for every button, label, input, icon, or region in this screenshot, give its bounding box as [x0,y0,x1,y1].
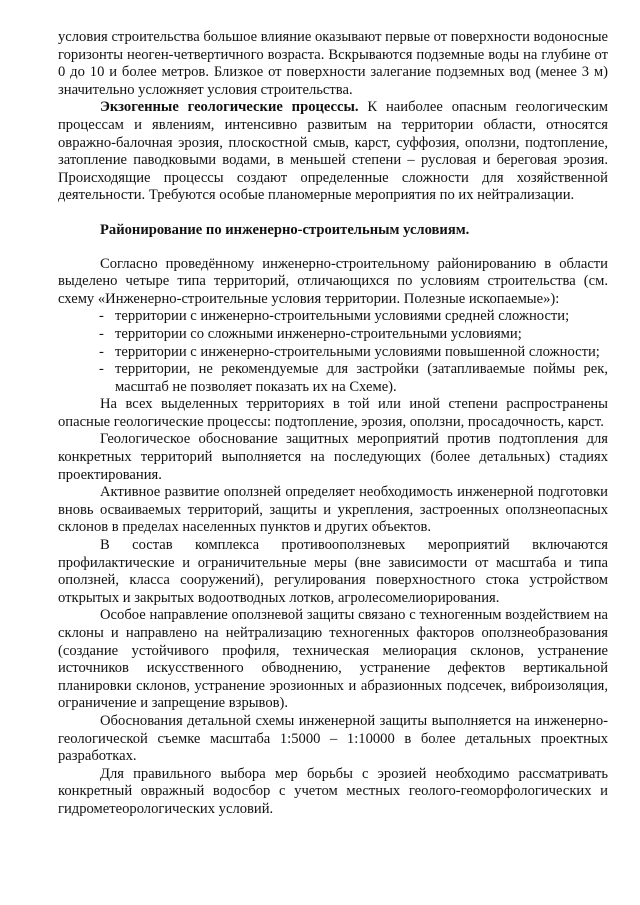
list-item: - территории со сложными инженерно-строительными условиями; [58,326,608,344]
paragraph-landslides: Активное развитие оползней определяет необходимость инженерной подготовки вновь осваиваемых территорий, защиты и укрепления, застроенных оползнеопасных склонов в пределах населенных пунктов и других объектов. [58,484,608,536]
paragraph-exogenous-processes [58,99,608,205]
exogenous-processes-title: Экзогенные геологические процессы. [100,99,359,116]
paragraph-hazards: На всех выделенных территориях в той или иной степени распространены опасные геологические процессы: подтопление, эрозия, оползни, просадочность, карст. [58,396,608,430]
paragraph-technogenic-impact: Особое направление оползневой защиты связано с техногенным воздействием на склоны и направлено на нейтрализацию техногенных факторов оползнеобразования (создание устойчивого профиля, техническая мелиорация склонов, устранение источников искусственного обводнению, устранение дефектов вертикальной планировки склонов, устранение эрозионных и абразионных подсечек, виброизоляция, ограничение и запрещение взрывов). [58,607,608,712]
paragraph-landslide-measures: В состав комплекса противооползневых мероприятий включаются профилактические и ограничительные меры (вне зависимости от масштаба и типа оползней, класса сооружений), регулирования поверхностного стока устройством открытых и закрытых водоотводных лотков, агролесомелиорирования. [58,537,608,606]
list-item: - территории с инженерно-строительными условиями повышенной сложности; [58,344,608,362]
section-heading: Районирование по инженерно-строительным условиям. [100,221,470,238]
paragraph-flood-protection: Геологическое обоснование защитных мероприятий против подтопления для конкретных территорий выполняется на последующих (более детальных) стадиях проектирования. [58,431,608,483]
paragraph-protection-scheme: Обоснования детальной схемы инженерной защиты выполняется на инженерно-геологической съемке масштаба 1:5000 – 1:10000 в более детальных проектных разработках. [58,712,608,765]
paragraph-zoning-intro: Согласно проведённому инженерно-строительному районированию в области выделено четыре типа территорий, отличающихся по условиям строительства (см. схему «Инженерно-строительные условия территории. Полезные ископаемые»): [58,255,608,307]
list-item: - территории с инженерно-строительными условиями средней сложности; [58,308,608,326]
paragraph-groundwater: условия строительства большое влияние оказывают первые от поверхности водоносные горизонты неоген-четвертичного возраста. Вскрываются подземные воды на глубине от 0 до 10 и более метров. Близкое от поверхности залегание подземных вод (менее 3 м) значительно усложняет условия строительства. [58,29,608,98]
paragraph-erosion-control: Для правильного выбора мер борьбы с эрозией необходимо рассматривать конкретный овражный водосбор с учетом местных геолого-геоморфологических и гидрометеорологических условий. [58,765,608,817]
exogenous-processes-text: К наиболее опасным геологическим процессам и явлениям, интенсивно развитым на территории области, относятся овражно-балочная эрозия, плоскостной смыв, карст, суффозия, оползни, подтопление, затопление паводковыми водами, в меньшей степени – русловая и береговая эрозия. Происходящие процессы создают определенные сложности для хозяйственной деятельности. Требуются особые планомерные мероприятия по их нейтрализации. [58,99,608,204]
territory-type-list [58,308,608,396]
document-page [58,29,608,819]
list-item: - территории, не рекомендуемые для застройки (затапливаемые поймы рек, масштаб не позволяет показать их на Схеме). [58,361,608,396]
